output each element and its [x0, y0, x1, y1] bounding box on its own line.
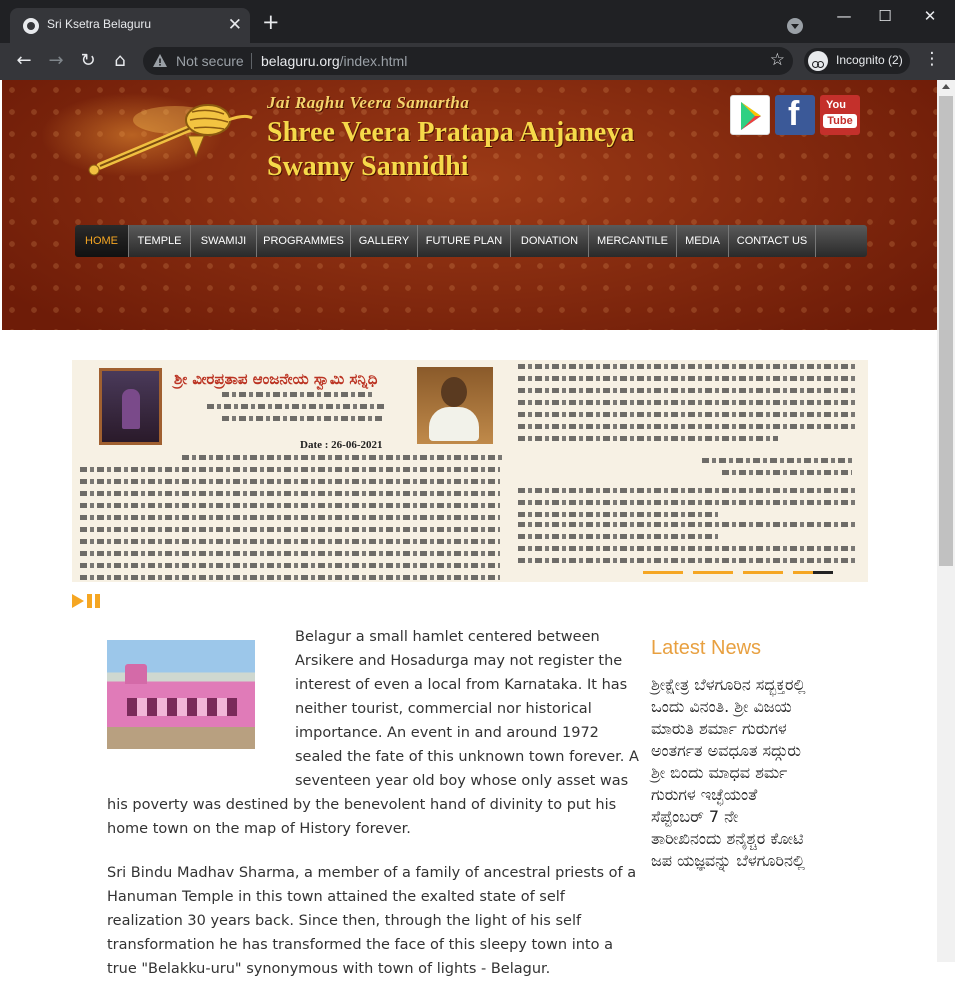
slide-document-right [512, 360, 868, 582]
back-icon[interactable]: ← [16, 50, 32, 71]
google-play-icon[interactable] [730, 95, 770, 135]
tab-strip [0, 0, 955, 43]
swamiji-photo [417, 367, 493, 444]
browser-toolbar [0, 43, 955, 80]
site-title-line1: Shree Veera Pratapa Anjaneya [267, 117, 635, 148]
document-text-line [222, 392, 372, 397]
minimize-button[interactable]: — [836, 7, 852, 25]
nav-donation[interactable]: DONATION [511, 225, 589, 257]
bookmark-star-icon[interactable]: ☆ [769, 50, 785, 70]
separator [251, 53, 252, 69]
slide-heading: ಶ್ರೀ ವೀರಪ್ರತಾಪ ಆಂಜನೇಯ ಸ್ವಾಮಿ ಸನ್ನಿಧಿ [174, 370, 378, 388]
not-secure-label[interactable]: Not secure [176, 53, 244, 69]
slide-date: Date : 26-06-2021 [300, 439, 383, 451]
document-text-line [518, 534, 718, 539]
site-title [267, 116, 634, 184]
nav-home[interactable]: HOME [75, 225, 129, 257]
document-text-line [518, 488, 858, 493]
incognito-button[interactable] [804, 48, 910, 74]
site-header [2, 80, 937, 330]
document-text-line [518, 400, 858, 405]
document-text-line [518, 558, 858, 563]
document-text-line [518, 388, 858, 393]
document-text-line [518, 500, 858, 505]
nav-swamiji[interactable]: SWAMIJI [191, 225, 257, 257]
slider-dot[interactable] [693, 571, 733, 574]
close-window-button[interactable]: ✕ [923, 7, 937, 25]
document-text-line [207, 404, 387, 409]
article-paragraph-1 [107, 625, 641, 841]
slider-dot[interactable] [743, 571, 783, 574]
browser-menu-icon[interactable]: ⋮ [923, 49, 941, 69]
youtube-glyph-you: You [826, 99, 846, 111]
slider-dot-active[interactable] [793, 571, 833, 574]
document-text-line [80, 563, 500, 568]
latest-news-text: ಶ್ರೀಕ್ಷೇತ್ರ ಬೆಳಗೂರಿನ ಸದ್ಭಕ್ತರಲ್ಲಿ ಒಂದು ವಿನಂತಿ. ಶ್ರೀ ವಿಜಯ ಮಾರುತಿ ಶರ್ಮಾ ಗುರುಗಳ ಅಂತರ್ಗತ ಅವಧೂತ ಸದ್ಗುರು ಶ್ರೀ ಬಿಂದು ಮಾಧವ ಶರ್ಮ ಗುರುಗಳ ಇಚ್ಛೆಯಂತೆ ಸೆಪ್ಟೆಂಬರ್ 7 ನೇ ತಾರೀಖಿನಂದು ಶನೈಶ್ಚರ ಕೋಟಿ ಜಪ ಯಜ್ಞವನ್ನು ಬೆಳಗೂರಿನಲ್ಲಿ [651, 675, 806, 870]
latest-news-title: Latest News [651, 637, 762, 659]
document-text-line [722, 470, 852, 475]
slider-dot[interactable] [643, 571, 683, 574]
play-icon[interactable] [72, 594, 84, 608]
news-slider[interactable] [72, 360, 868, 582]
document-text-line [518, 424, 858, 429]
url-path: /index.html [339, 53, 408, 69]
document-text-line [80, 491, 500, 496]
document-text-line [80, 515, 500, 520]
article-body [107, 625, 641, 1001]
deity-photo [99, 368, 162, 445]
nav-contact-us[interactable]: CONTACT US [729, 225, 816, 257]
document-text-line [80, 503, 500, 508]
scroll-up-icon[interactable] [942, 84, 950, 89]
warning-icon[interactable] [152, 53, 168, 69]
document-text-line [518, 436, 778, 441]
reload-icon[interactable]: ↻ [80, 50, 96, 71]
incognito-icon [808, 51, 828, 71]
nav-temple[interactable]: TEMPLE [129, 225, 191, 257]
document-text-line [80, 551, 500, 556]
google-play-glyph [731, 96, 771, 136]
site-tagline: Jai Raghu Veera Samartha [267, 93, 470, 112]
url-text[interactable] [261, 53, 407, 69]
document-text-line [518, 522, 858, 527]
document-text-line [80, 539, 500, 544]
youtube-glyph-tube: Tube [823, 114, 857, 128]
document-text-line [518, 364, 858, 369]
document-text-line [518, 512, 718, 517]
document-text-line [182, 455, 502, 460]
home-icon[interactable]: ⌂ [114, 50, 126, 71]
document-text-line [518, 546, 858, 551]
forward-icon[interactable]: → [48, 50, 64, 71]
document-text-line [518, 412, 858, 417]
document-text-line [80, 467, 500, 472]
youtube-icon[interactable] [820, 95, 860, 135]
facebook-icon[interactable] [775, 95, 815, 135]
nav-future-plan[interactable]: FUTURE PLAN [418, 225, 511, 257]
scroll-thumb[interactable] [939, 96, 953, 566]
gada-logo-icon [80, 96, 255, 176]
document-text-line [80, 527, 500, 532]
nav-media[interactable]: MEDIA [677, 225, 729, 257]
incognito-label: Incognito (2) [836, 53, 903, 67]
document-text-line [222, 416, 382, 421]
page-scrollbar[interactable] [937, 80, 955, 962]
tab-search-icon[interactable] [787, 18, 803, 34]
address-bar[interactable] [143, 47, 793, 75]
page-viewport [0, 80, 955, 977]
slide-document-left [72, 360, 512, 582]
document-text-line [80, 575, 500, 580]
main-nav [75, 225, 867, 257]
pause-icon[interactable] [87, 594, 101, 608]
document-text-line [518, 376, 858, 381]
tab-close-icon[interactable]: ✕ [227, 15, 242, 35]
url-host: belaguru.org [261, 53, 340, 69]
new-tab-button[interactable]: + [262, 10, 280, 34]
article-text-1: Belagur a small hamlet centered between Arsikere and Hosadurga may not register the interest of even a local from Karnataka. It has neither tourist, commercial nor historical importance. An event in and around 1972 sealed the fate of this unknown town forever. A seventeen year old boy whose only asset was his poverty was destined by the benevolent hand of divinity to put his home town on the map of History forever. [107, 629, 639, 837]
browser-tab[interactable] [10, 8, 250, 43]
nav-programmes[interactable]: PROGRAMMES [257, 225, 351, 257]
site-title-line2: Swamy Sannidhi [267, 151, 469, 182]
tab-title: Sri Ksetra Belaguru [47, 17, 152, 31]
nav-mercantile[interactable]: MERCANTILE [589, 225, 677, 257]
document-text-line [702, 458, 852, 463]
facebook-glyph: f [788, 95, 800, 133]
document-text-line [80, 479, 500, 484]
maximize-button[interactable]: ☐ [878, 7, 892, 25]
nav-gallery[interactable]: GALLERY [351, 225, 418, 257]
article-paragraph-2: Sri Bindu Madhav Sharma, a member of a family of ancestral priests of a Hanuman Temple in this town attained the exalted state of self realization 30 years back. Since then, through the light of his self transformation he has transformed the face of this sleepy town into a true "Belakku-uru" synonymous with town of lights - Belagur. [107, 865, 637, 977]
globe-icon [23, 18, 39, 34]
